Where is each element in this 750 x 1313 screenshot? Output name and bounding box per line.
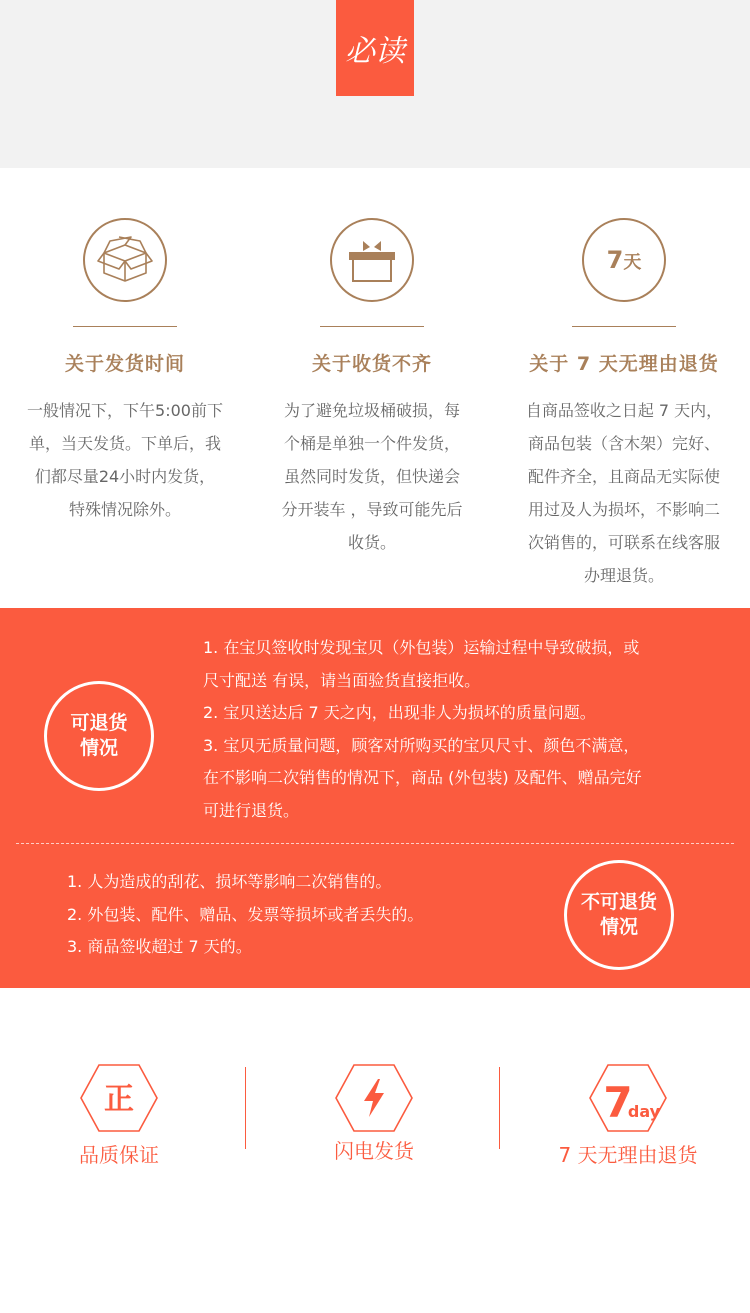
non-returnable-list — [67, 866, 557, 964]
feature-label: 品质保证 — [79, 1143, 159, 1167]
notice-icon-circle — [330, 218, 414, 302]
notice-line: 们都尽量24小时内发货， — [34, 467, 216, 486]
seven-days-icon — [582, 218, 666, 302]
seven-day-glyph: 7 — [603, 1078, 633, 1127]
notice-line: 收货。 — [347, 533, 396, 552]
returnable-badge — [44, 681, 154, 791]
notice-body — [499, 394, 749, 592]
non-returnable-badge-line2: 情况 — [599, 916, 638, 938]
notice-body — [247, 394, 497, 559]
feature-label: 闪电发货 — [334, 1139, 414, 1163]
seven-days-number: 7 — [606, 246, 624, 274]
seven-day-glyph-sub: day — [627, 1102, 661, 1121]
non-returnable-line: 3. 商品签收超过 7 天的。 — [67, 937, 252, 956]
non-returnable-badge-line1: 不可退货 — [580, 891, 657, 913]
returnable-line: 尺寸配送 有误，请当面验货直接拒收。 — [203, 670, 481, 690]
returnable-badge-line1: 可退货 — [70, 712, 128, 734]
returnable-line: 可进行退货。 — [203, 800, 300, 820]
feature-divider — [499, 1067, 500, 1149]
returnable-list — [203, 632, 733, 827]
notice-line: 次销售的，可联系在线客服 — [527, 533, 720, 552]
box-icon — [96, 235, 154, 285]
notice-line: 用过及人为损坏，不影响二 — [527, 500, 720, 519]
feature-quality — [19, 1063, 219, 1168]
returnable-line: 2. 宝贝送达后 7 天之内，出现非人为损坏的质量问题。 — [203, 703, 596, 722]
header-band — [0, 0, 750, 168]
notice-line: 自商品签收之日起 7 天内， — [525, 401, 723, 420]
feature-7-day-return — [528, 1063, 728, 1168]
non-returnable-line: 1. 人为造成的刮花、损坏等影响二次销售的。 — [67, 872, 392, 891]
non-returnable-line: 2. 外包装、配件、赠品、发票等损坏或者丢失的。 — [67, 904, 424, 924]
non-returnable-badge — [564, 860, 674, 970]
section-dashed-divider — [16, 843, 734, 844]
returnable-line: 3. 宝贝无质量问题，顾客对所购买的宝贝尺寸、颜色不满意， — [203, 735, 640, 755]
feature-label: 7 天无理由退货 — [558, 1143, 698, 1167]
notice-body — [0, 394, 250, 526]
notice-line: 一般情况下，下午5:00前下 — [27, 401, 223, 420]
package-icon — [345, 235, 399, 285]
notice-line: 虽然同时发货，但快递会 — [283, 467, 460, 486]
genuine-glyph: 正 — [104, 1082, 134, 1117]
notice-line: 单，当天发货。下单后，我 — [28, 434, 221, 453]
notice-line: 个桶是单独一个件发货， — [283, 434, 460, 453]
return-policy-section — [0, 608, 750, 988]
lightning-icon — [334, 1063, 414, 1133]
notice-divider — [73, 326, 177, 327]
notice-shipping-time — [0, 218, 250, 526]
notice-line: 分开装车 ，导致可能先后 — [281, 500, 463, 519]
page-title: 必读 — [336, 0, 414, 96]
notice-divider — [320, 326, 424, 327]
notice-title: 关于 7 天无理由退货 — [529, 353, 719, 375]
notice-title: 关于发货时间 — [64, 353, 185, 375]
notice-divider — [572, 326, 676, 327]
notice-line: 为了避免垃圾桶破损，每 — [283, 401, 460, 420]
notice-title: 关于收货不齐 — [311, 353, 432, 375]
returnable-badge-line2: 情况 — [79, 737, 118, 759]
notice-incomplete-delivery — [247, 218, 497, 559]
notice-line: 特殊情况除外。 — [68, 500, 181, 519]
feature-fast-shipping — [274, 1063, 474, 1164]
returnable-line: 1. 在宝贝签收时发现宝贝（外包装）运输过程中导致破损，或 — [203, 638, 640, 657]
notice-icon-circle — [83, 218, 167, 302]
notice-line: 商品包装（含木架）完好、 — [527, 434, 720, 453]
genuine-icon — [79, 1063, 159, 1133]
notice-7-day-return — [499, 218, 749, 592]
feature-divider — [245, 1067, 246, 1149]
seven-days-unit: 天 — [623, 252, 642, 273]
seven-day-icon — [588, 1063, 668, 1133]
returnable-line: 在不影响二次销售的情况下，商品 (外包装) 及配件、赠品完好 — [203, 768, 642, 787]
notice-line: 配件齐全，且商品无实际使 — [527, 467, 720, 486]
notice-line: 办理退货。 — [583, 566, 664, 585]
